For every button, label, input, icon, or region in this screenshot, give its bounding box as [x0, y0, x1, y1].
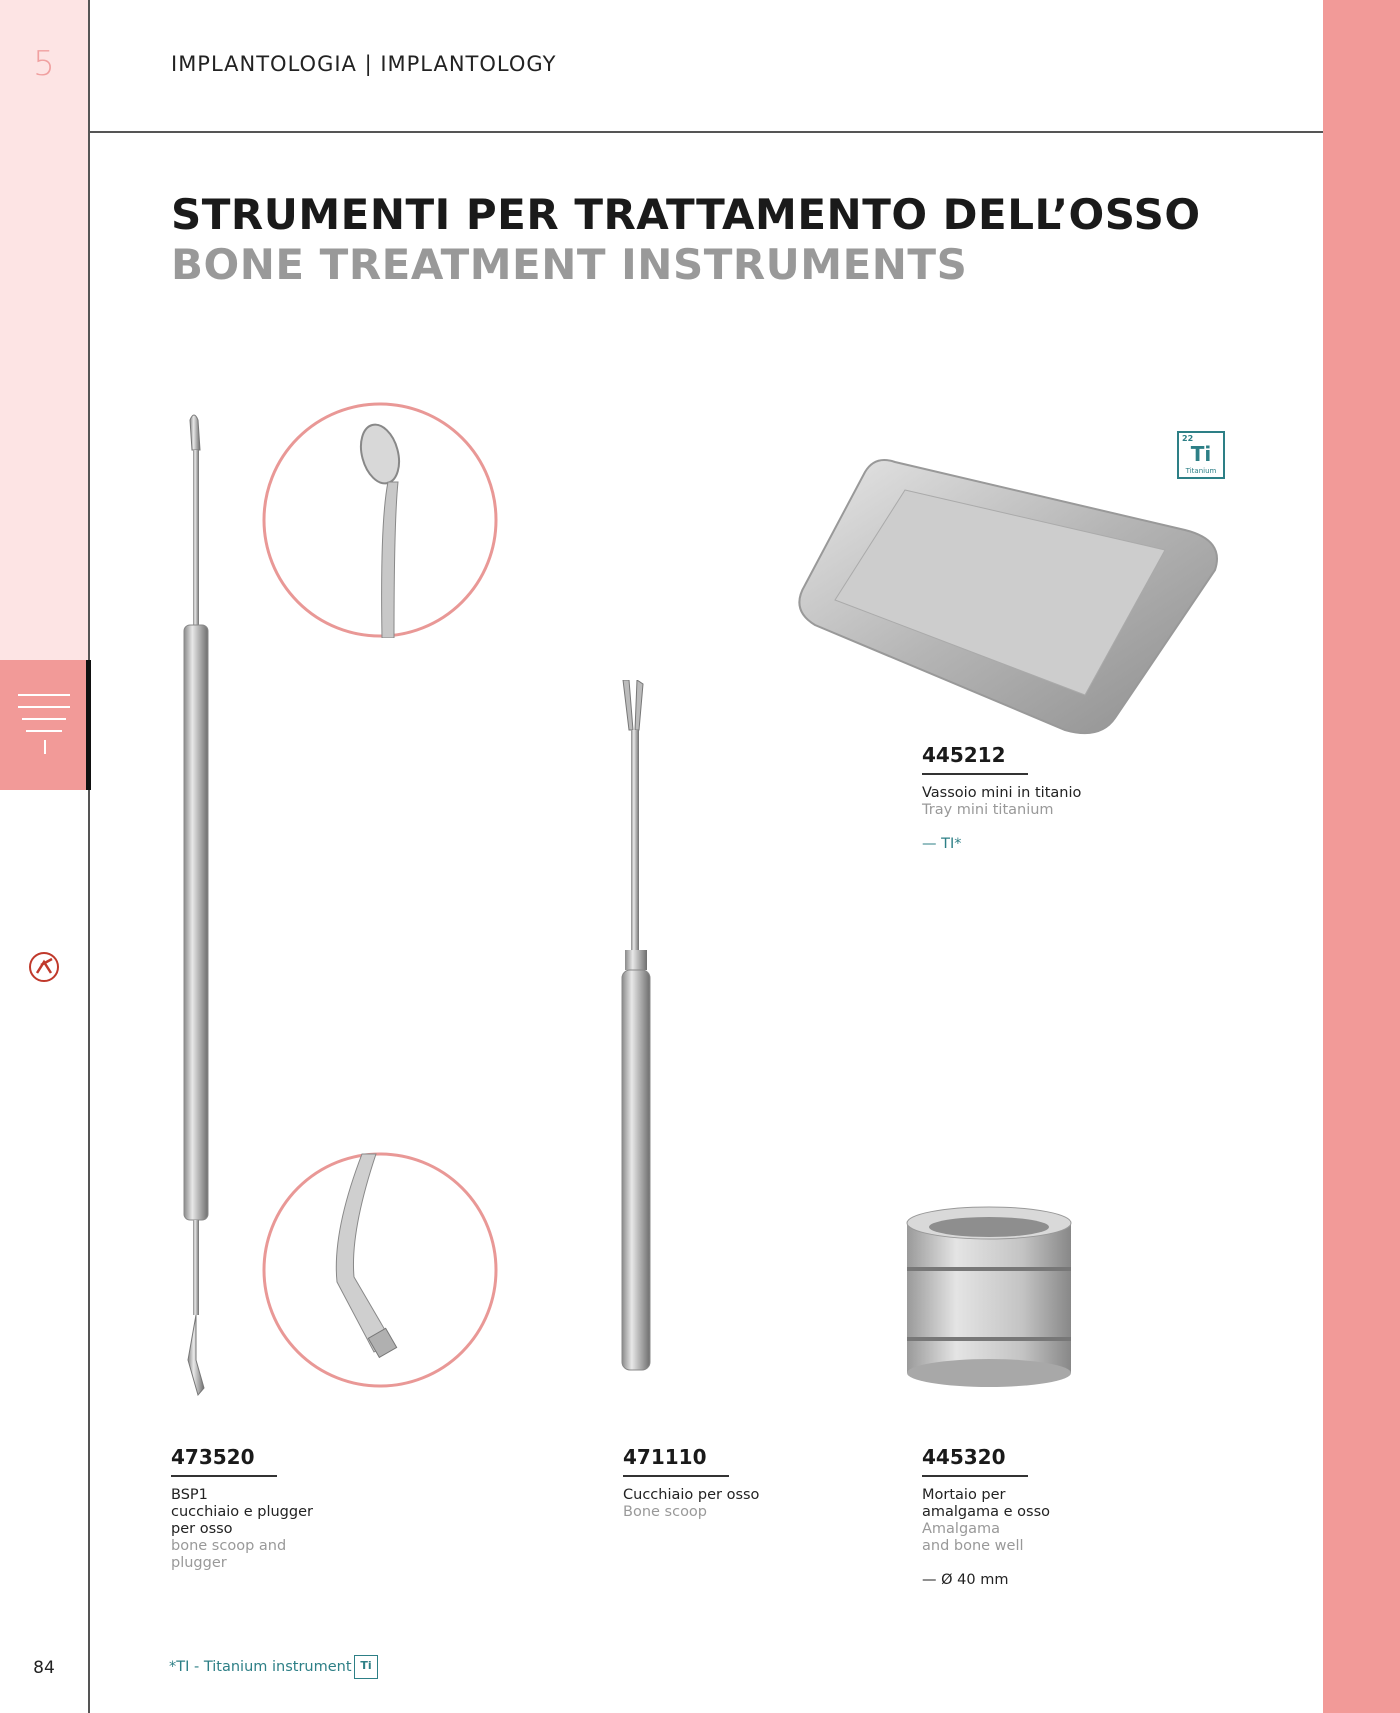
code-rule — [922, 773, 1028, 775]
brand-emblem-icon — [30, 953, 58, 981]
bone-scoop-image — [615, 680, 670, 1380]
page-title-italian: STRUMENTI PER TRATTAMENTO DELL’OSSO — [171, 190, 1201, 239]
titanium-badge — [1177, 431, 1225, 479]
product-445212 — [922, 743, 1081, 852]
product-desc-it: BSP1 cucchiaio e plugger per osso — [171, 1487, 313, 1537]
product-spec: — TI* — [922, 836, 962, 852]
product-code: 473520 — [171, 1445, 255, 1469]
page-title-english: BONE TREATMENT INSTRUMENTS — [171, 240, 968, 289]
badge-name: Titanium — [1185, 467, 1217, 475]
badge-number: 22 — [1182, 434, 1194, 443]
detail-scoop-circle — [262, 402, 498, 638]
menu-tab-edge — [86, 660, 91, 790]
product-desc-it: Vassoio mini in titanio — [922, 785, 1082, 801]
right-sidebar-band — [1323, 0, 1400, 1713]
code-rule — [171, 1475, 277, 1477]
product-desc-en: Bone scoop — [623, 1504, 708, 1520]
product-code: 471110 — [623, 1445, 707, 1469]
left-sidebar-band — [0, 0, 88, 660]
badge-symbol: Ti — [360, 1659, 372, 1672]
brand-logo — [24, 800, 68, 990]
menu-line-icon — [22, 718, 66, 720]
product-spec: — Ø 40 mm — [922, 1572, 1009, 1588]
section-label: IMPLANTOLOGIA | IMPLANTOLOGY — [171, 52, 557, 76]
chapter-number: 5 — [33, 44, 55, 84]
product-desc-en: bone scoop and plugger — [171, 1538, 287, 1571]
bone-scoop-plugger-image — [170, 410, 240, 1400]
menu-line-icon — [26, 730, 62, 732]
product-473520 — [171, 1445, 313, 1572]
titanium-tray-image — [795, 450, 1230, 740]
detail-plugger-circle — [262, 1152, 498, 1388]
code-rule — [623, 1475, 729, 1477]
menu-line-icon — [44, 740, 46, 754]
product-471110 — [623, 1445, 759, 1521]
product-code: 445320 — [922, 1445, 1006, 1469]
amalgam-well-image — [905, 1205, 1075, 1390]
left-divider — [88, 0, 90, 1713]
product-code: 445212 — [922, 743, 1006, 767]
menu-line-icon — [18, 706, 70, 708]
product-445320 — [922, 1445, 1050, 1588]
menu-tab[interactable] — [0, 660, 88, 790]
product-desc-en: Amalgama and bone well — [922, 1521, 1024, 1554]
page-number: 84 — [33, 1658, 55, 1678]
footnote: *TI - Titanium instrument — [169, 1659, 352, 1675]
product-desc-it: Mortaio per amalgama e osso — [922, 1487, 1051, 1520]
product-desc-it: Cucchiaio per osso — [623, 1487, 760, 1503]
product-desc-en: Tray mini titanium — [922, 802, 1054, 818]
badge-symbol: Ti — [1190, 442, 1212, 466]
footnote-titanium-icon — [354, 1655, 378, 1679]
menu-line-icon — [18, 694, 70, 696]
header-rule — [90, 131, 1323, 133]
code-rule — [922, 1475, 1028, 1477]
